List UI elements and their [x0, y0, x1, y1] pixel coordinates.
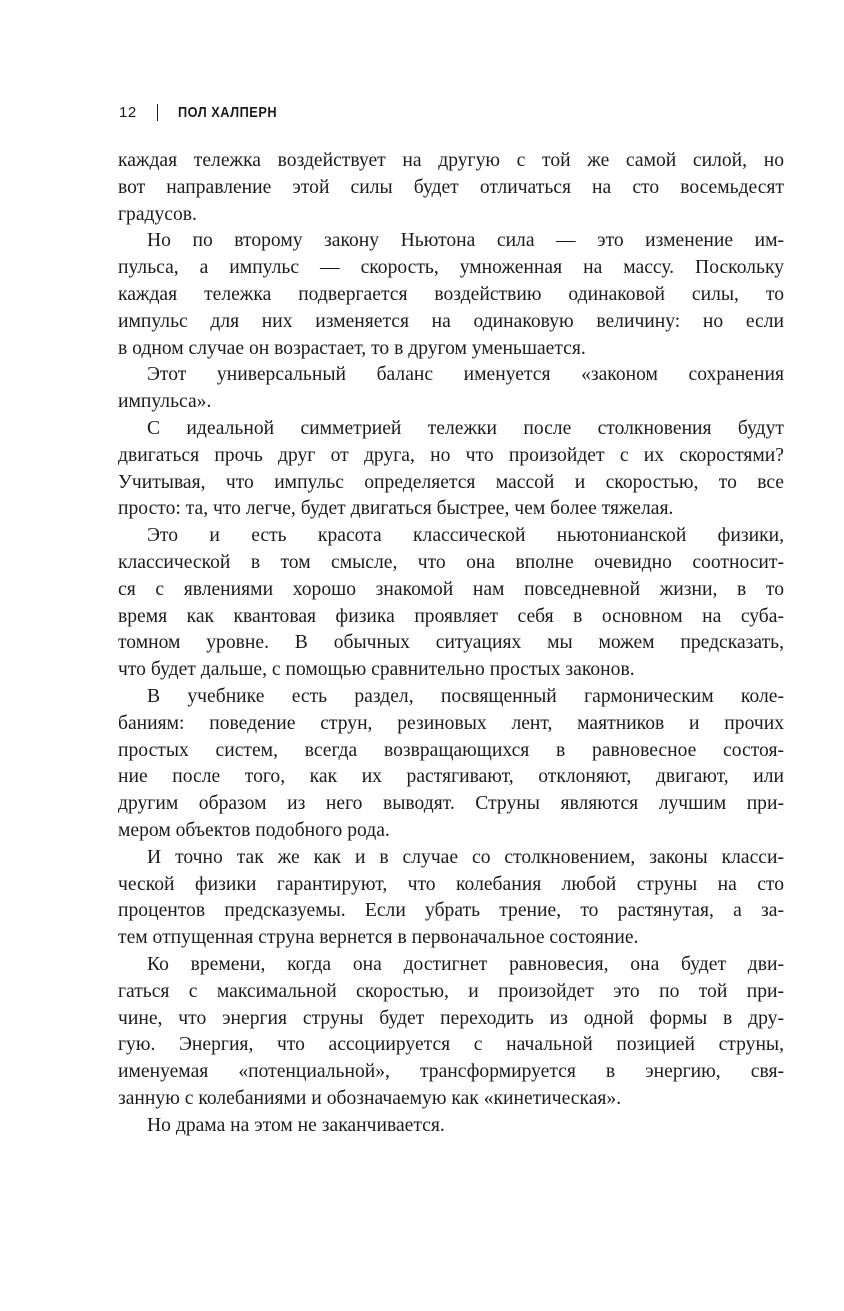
text-line: классической в том смысле, что она вполне очевидно соотносит-	[118, 551, 784, 573]
text-line: именуемая «потенциальной», трансформируется в энергию, свя-	[118, 1061, 784, 1083]
text-line: каждая тележка воздействует на другую с той же самой силой, но	[118, 150, 784, 171]
text-line: импульс для них изменяется на одинаковую величину: но если	[118, 310, 784, 332]
text-line: тем отпущенная струна вернется в первоначальное состояние.	[118, 927, 639, 949]
text-line: просто: та, что легче, будет двигаться быстрее, чем более тяжелая.	[118, 498, 674, 520]
text-line: Это и есть красота классической ньютонианской физики,	[147, 525, 784, 547]
text-line: ние после того, как их растягивают, отклоняют, двигают, или	[118, 766, 784, 788]
page-number: 12	[119, 103, 137, 121]
paragraph	[118, 684, 784, 845]
text-line: Ко времени, когда она достигнет равновесия, она будет дви-	[147, 953, 784, 975]
text-line: Но драма на этом не заканчивается.	[147, 1114, 445, 1136]
paragraph	[118, 523, 784, 684]
paragraph	[118, 845, 784, 952]
paragraph	[118, 952, 784, 1113]
text-line: И точно так же как и в случае со столкновением, законы класси-	[147, 846, 784, 868]
running-header	[119, 100, 294, 124]
text-line: гаться с максимальной скоростью, и произойдет это по той при-	[118, 980, 784, 1002]
text-line: пульса, а импульс — скорость, умноженная на массу. Поскольку	[118, 257, 784, 279]
text-line: в одном случае он возрастает, то в другом уменьшается.	[118, 337, 586, 359]
paragraph	[118, 362, 784, 416]
paragraph	[118, 416, 784, 523]
header-separator	[157, 104, 158, 121]
text-line: чине, что энергия струны будет переходить из одной формы в дру-	[118, 1007, 784, 1029]
body-text	[118, 148, 784, 1139]
text-line: градусов.	[118, 203, 197, 225]
text-line: двигаться прочь друг от друга, но что произойдет с их скоростями?	[118, 444, 784, 466]
text-line: ческой физики гарантируют, что колебания любой струны на сто	[118, 873, 784, 895]
text-line: вот направление этой силы будет отличаться на сто восемьдесят	[118, 176, 784, 198]
text-line: Учитывая, что импульс определяется массой и скоростью, то все	[118, 471, 784, 493]
text-line: время как квантовая физика проявляет себя в основном на суба-	[118, 605, 784, 627]
text-line: баниям: поведение струн, резиновых лент, маятников и прочих	[118, 712, 784, 734]
text-line: В учебнике есть раздел, посвященный гармоническим коле-	[147, 685, 784, 707]
text-line: простых систем, всегда возвращающихся в равновесное состоя-	[118, 739, 784, 761]
text-line: ся с явлениями хорошо знакомой нам повседневной жизни, в то	[118, 578, 784, 600]
paragraph	[118, 148, 784, 228]
text-line: другим образом из него выводят. Струны являются лучшим при-	[118, 793, 784, 815]
text-line: мером объектов подобного рода.	[118, 819, 390, 841]
text-line: что будет дальше, с помощью сравнительно простых законов.	[118, 659, 635, 681]
paragraph	[118, 228, 784, 362]
text-line: занную с колебаниями и обозначаемую как «кинетическая».	[118, 1087, 622, 1109]
text-line: томном уровне. В обычных ситуациях мы можем предсказать,	[118, 632, 784, 654]
text-line: Этот универсальный баланс именуется «законом сохранения	[147, 364, 784, 386]
text-line: Но по второму закону Ньютона сила — это изменение им-	[147, 230, 784, 252]
text-line: гую. Энергия, что ассоциируется с начальной позицией струны,	[118, 1034, 784, 1056]
text-line: процентов предсказуемы. Если убрать трение, то растянутая, а за-	[118, 900, 784, 922]
running-title: ПОЛ ХАЛПЕРН	[177, 103, 277, 121]
paragraph	[118, 1113, 784, 1140]
text-line: импульса».	[118, 391, 212, 413]
text-line: С идеальной симметрией тележки после столкновения будут	[147, 417, 784, 439]
text-line: каждая тележка подвергается воздействию одинаковой силы, то	[118, 283, 784, 305]
